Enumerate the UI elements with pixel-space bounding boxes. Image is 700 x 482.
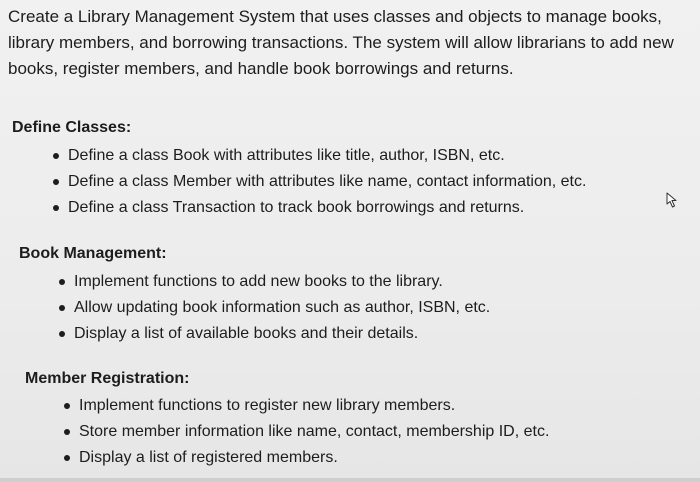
bullet-list (56, 269, 490, 347)
section-define-classes (12, 115, 586, 221)
list-item (61, 393, 549, 419)
bullet-icon (64, 403, 70, 409)
bullet-icon (64, 455, 70, 461)
bullet-icon (53, 153, 59, 159)
list-item (50, 195, 586, 221)
list-item (61, 419, 549, 445)
section-title: Book Management: (19, 245, 167, 262)
list-item-text: Define a class Book with attributes like title, author, ISBN, etc. (68, 147, 505, 164)
intro-paragraph: Create a Library Management System that uses classes and objects to manage books, library members, and borrowing transactions. The system will allow librarians to add new books, register members, and handle book borrowings and returns. (8, 7, 674, 78)
list-item (56, 295, 490, 321)
bullet-icon (53, 205, 59, 211)
list-item (56, 321, 490, 347)
list-item (50, 143, 586, 169)
bullet-list (50, 143, 586, 221)
bullet-icon (59, 279, 65, 285)
list-item (61, 445, 549, 471)
bullet-icon (53, 179, 59, 185)
bullet-icon (59, 331, 65, 337)
section-member-registration (25, 366, 549, 471)
list-item-text: Store member information like name, contact, membership ID, etc. (79, 423, 550, 440)
bullet-list (61, 393, 549, 471)
bullet-icon (59, 305, 65, 311)
list-item-text: Allow updating book information such as author, ISBN, etc. (74, 299, 491, 316)
list-item-text: Define a class Transaction to track book borrowings and returns. (68, 199, 525, 216)
section-book-management (19, 241, 490, 347)
section-title: Member Registration: (25, 370, 190, 387)
bottom-edge-divider (0, 478, 700, 482)
list-item-text: Implement functions to add new books to the library. (74, 273, 443, 290)
list-item (50, 169, 586, 195)
list-item-text: Display a list of available books and their details. (74, 325, 419, 342)
list-item (56, 269, 490, 295)
bullet-icon (64, 429, 70, 435)
list-item-text: Define a class Member with attributes like name, contact information, etc. (68, 173, 587, 190)
mouse-pointer-icon (666, 192, 680, 208)
list-item-text: Display a list of registered members. (79, 449, 338, 466)
list-item-text: Implement functions to register new library members. (79, 397, 456, 414)
section-title: Define Classes: (12, 119, 132, 136)
